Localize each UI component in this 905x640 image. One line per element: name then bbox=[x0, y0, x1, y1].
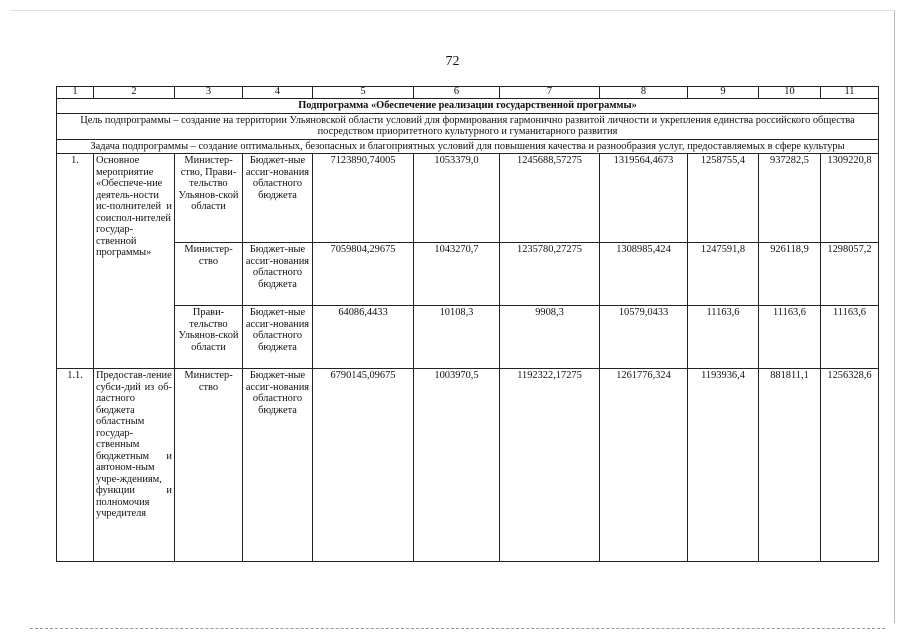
total-value: 64086,4433 bbox=[313, 306, 414, 369]
year-value: 926118,9 bbox=[759, 243, 821, 306]
column-number: 6 bbox=[414, 87, 500, 99]
column-number: 4 bbox=[243, 87, 313, 99]
funding-source: Бюджет-ные ассиг-нования областного бюджета bbox=[243, 154, 313, 243]
funding-source: Бюджет-ные ассиг-нования областного бюджета bbox=[243, 306, 313, 369]
page-number: 72 bbox=[445, 54, 460, 69]
year-value: 1256328,6 bbox=[821, 369, 879, 562]
year-value: 1308985,424 bbox=[600, 243, 688, 306]
year-value: 1319564,4673 bbox=[600, 154, 688, 243]
table-row bbox=[57, 243, 879, 306]
year-value: 1245688,57275 bbox=[500, 154, 600, 243]
year-value: 11163,6 bbox=[688, 306, 759, 369]
column-number: 7 bbox=[500, 87, 600, 99]
column-number: 10 bbox=[759, 87, 821, 99]
task-row bbox=[57, 139, 879, 154]
year-value: 1258755,4 bbox=[688, 154, 759, 243]
year-value: 1192322,17275 bbox=[500, 369, 600, 562]
program-table bbox=[56, 86, 879, 562]
funding-source: Бюджет-ные ассиг-нования областного бюджета bbox=[243, 243, 313, 306]
subprogram-title: Подпрограмма «Обеспечение реализации государственной программы» bbox=[57, 99, 879, 114]
executor: Министер-ство bbox=[175, 369, 243, 562]
row-number: 1.1. bbox=[57, 369, 94, 562]
year-value: 1247591,8 bbox=[688, 243, 759, 306]
total-value: 7123890,74005 bbox=[313, 154, 414, 243]
column-number: 5 bbox=[313, 87, 414, 99]
year-value: 1193936,4 bbox=[688, 369, 759, 562]
task-text: Задача подпрограммы – создание оптимальных, безопасных и благоприятных условий для повышения качества и разнообразия услуг, предоставляемых в сфере культуры bbox=[57, 139, 879, 154]
year-value: 1003970,5 bbox=[414, 369, 500, 562]
total-value: 7059804,29675 bbox=[313, 243, 414, 306]
measure-name: Предостав-ление субси-дий из об-ластного бюджета областным государ-ственным бюджетным и автоном-ным учре-ждениям, функции и полномочия учредителя bbox=[94, 369, 175, 562]
year-value: 10579,0433 bbox=[600, 306, 688, 369]
executor: Министер-ство, Прави-тельство Ульянов-ской области bbox=[175, 154, 243, 243]
executor: Министер-ство bbox=[175, 243, 243, 306]
total-value: 6790145,09675 bbox=[313, 369, 414, 562]
year-value: 1298057,2 bbox=[821, 243, 879, 306]
year-value: 1235780,27275 bbox=[500, 243, 600, 306]
column-number: 8 bbox=[600, 87, 688, 99]
year-value: 1261776,324 bbox=[600, 369, 688, 562]
year-value: 1053379,0 bbox=[414, 154, 500, 243]
table-row bbox=[57, 369, 879, 562]
column-number: 9 bbox=[688, 87, 759, 99]
column-number: 11 bbox=[821, 87, 879, 99]
year-value: 881811,1 bbox=[759, 369, 821, 562]
bottom-edge bbox=[30, 628, 885, 629]
year-value: 1043270,7 bbox=[414, 243, 500, 306]
column-number: 3 bbox=[175, 87, 243, 99]
table-row bbox=[57, 154, 879, 243]
column-number: 2 bbox=[94, 87, 175, 99]
row-number: 1. bbox=[57, 154, 94, 369]
column-number-row bbox=[57, 87, 879, 99]
measure-name: Основное мероприятие «Обеспече-ние деятель-ности ис-полнителей и соиспол-нителей государ-ственной программы» bbox=[94, 154, 175, 369]
goal-text: Цель подпрограммы – создание на территории Ульяновской области условий для формирования гармонично развитой личности и укрепления единства российского общества посредством приоритетного культурного и гуманитарного развития bbox=[57, 113, 879, 139]
year-value: 1309220,8 bbox=[821, 154, 879, 243]
goal-row bbox=[57, 113, 879, 139]
year-value: 937282,5 bbox=[759, 154, 821, 243]
year-value: 11163,6 bbox=[759, 306, 821, 369]
column-number: 1 bbox=[57, 87, 94, 99]
subprogram-title-row bbox=[57, 99, 879, 114]
year-value: 11163,6 bbox=[821, 306, 879, 369]
executor: Прави-тельство Ульянов-ской области bbox=[175, 306, 243, 369]
year-value: 10108,3 bbox=[414, 306, 500, 369]
year-value: 9908,3 bbox=[500, 306, 600, 369]
table-row bbox=[57, 306, 879, 369]
funding-source: Бюджет-ные ассиг-нования областного бюджета bbox=[243, 369, 313, 562]
